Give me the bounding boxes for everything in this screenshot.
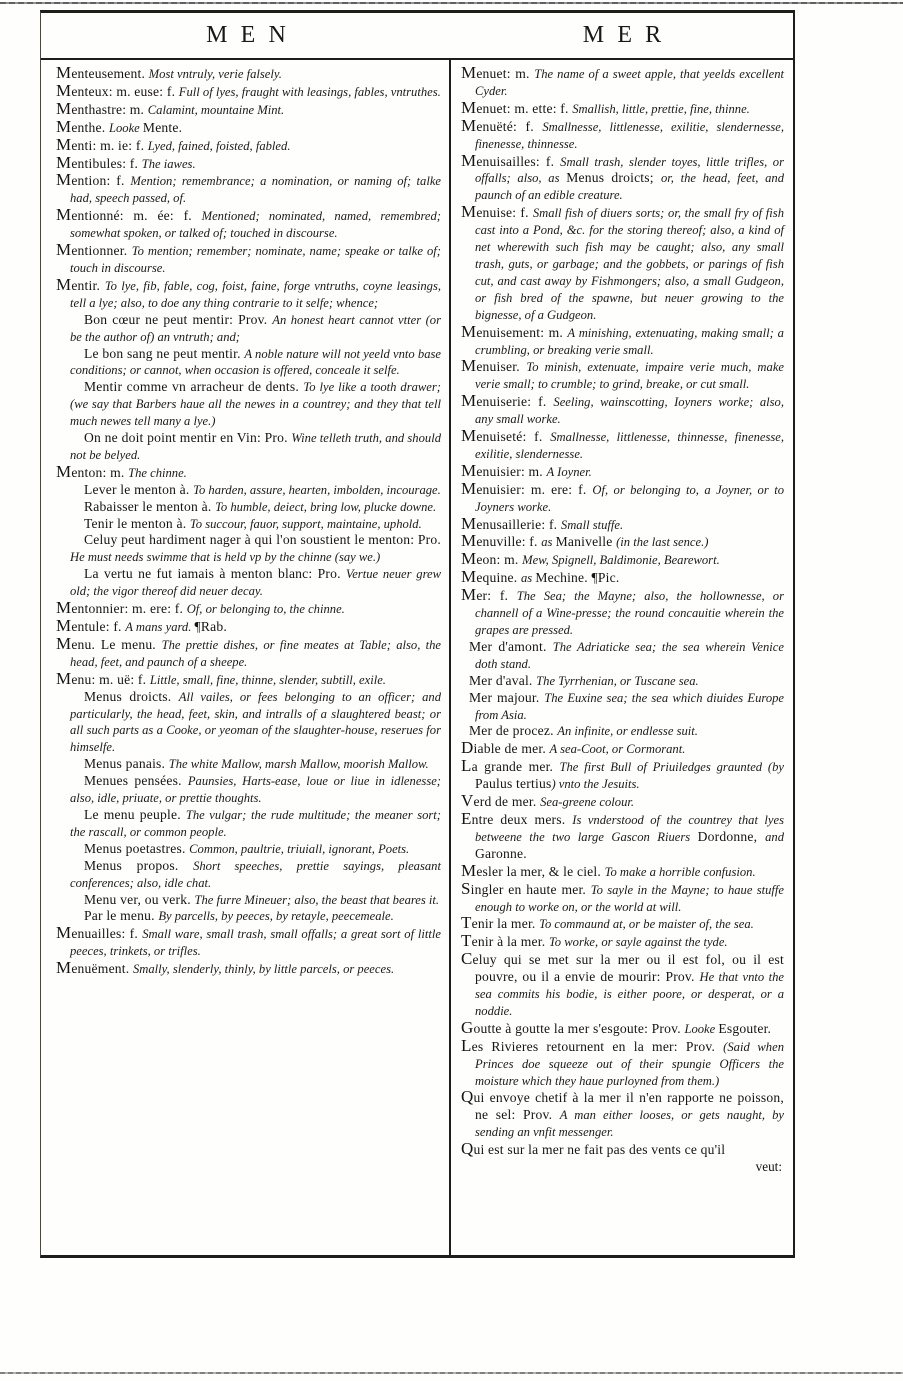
gloss-text: Small ware, small trash, small offalls; a great sort of little peeces, trinkets, or trifles. bbox=[70, 927, 441, 959]
gloss-text: Lyed, fained, foisted, fabled. bbox=[147, 138, 291, 153]
lemma-text: Menti: m. ie: f. bbox=[56, 134, 148, 154]
gloss-text: Looke bbox=[108, 120, 143, 135]
running-head-left: MEN bbox=[206, 22, 300, 48]
dictionary-entry bbox=[56, 841, 441, 858]
lemma-text: Menuailles: f. bbox=[56, 923, 143, 943]
gloss-text: Smallish, little, prettie, fine, thinne. bbox=[572, 101, 750, 116]
dictionary-entry bbox=[461, 1089, 784, 1141]
gloss-text: Smallnesse, littlenesse, exilitie, slendernesse, finenesse, thinnesse. bbox=[475, 119, 785, 151]
lemma-text: Paulus tertius bbox=[475, 776, 552, 792]
gloss-text: Is vnderstood of the countrey that lyes betweene the two large Gascon Riuers bbox=[475, 812, 784, 844]
gloss-text: Most vntruly, verie falsely. bbox=[148, 67, 282, 81]
lemma-text: Menu ver, ou verk. bbox=[84, 891, 195, 907]
dictionary-entry bbox=[461, 690, 784, 724]
dictionary-entry bbox=[56, 430, 441, 464]
lemma-text: Menus panais. bbox=[84, 756, 169, 772]
lemma-text: Entre deux mers. bbox=[461, 808, 573, 828]
gloss-text: To humble, deiect, bring low, plucke downe. bbox=[215, 499, 437, 514]
gloss-text: Small fish of diuers sorts; or, the small fry of fish cast into a Pond, &c. for the storing thereof; also, a kind of net wherewith such fish may be caught; also, any small trash, guts, or garbage; and the gobbets, or parings of fish cut, and cast away by Fishmongers; also, a small Gudgeon, or fish bred of the spawne, but neuer growing to the bignesse, of a Gudgeon. bbox=[475, 206, 784, 322]
lemma-text: Goutte à goutte la mer s'esgoute: Prov. bbox=[461, 1017, 685, 1037]
lemma-text: Mentir comme vn arracheur de dents. bbox=[84, 379, 304, 395]
dictionary-entry bbox=[56, 65, 441, 83]
column-right-entries bbox=[451, 60, 793, 1257]
running-head-right: MER bbox=[582, 22, 675, 48]
dictionary-entry bbox=[461, 513, 784, 534]
gloss-text: To minish, extenuate, impaire verie much, make verie small; to crumble; to grind, breake, or cut small. bbox=[475, 360, 785, 392]
lemma-text: La grande mer. bbox=[461, 756, 560, 776]
gloss-text: A man either looses, or gets naught, by sending an vnfit messenger. bbox=[475, 1108, 784, 1140]
lemma-text: Menuisier: m. bbox=[461, 460, 547, 480]
lemma-text: Mesler la mer, & le ciel. bbox=[461, 860, 605, 880]
gloss-text: To harden, assure, hearten, imbolden, incourage. bbox=[193, 482, 441, 497]
lemma-text: Singler en haute mer. bbox=[461, 878, 591, 898]
gloss-text: A Ioyner. bbox=[546, 464, 592, 479]
dictionary-entry bbox=[461, 204, 784, 323]
dictionary-entry bbox=[461, 150, 785, 205]
gloss-text: To sayle in the Mayne; to haue stuffe enough to worke on, or the world at will. bbox=[475, 882, 784, 914]
gloss-text: To commaund at, or be maister of, the sea. bbox=[539, 917, 754, 932]
gloss-text: The prettie dishes, or fine meates at Table; also, the head, feet, and paunch of a sheepe. bbox=[70, 637, 441, 669]
gloss-text: The vulgar; the rude multitude; the meaner sort; the rascall, or common people. bbox=[70, 807, 441, 839]
gloss-text: The Euxine sea; the sea which diuides Europe from Asia. bbox=[475, 690, 785, 722]
lemma-text: Menuiseté: f. bbox=[461, 426, 551, 446]
dictionary-entry bbox=[56, 600, 441, 618]
dictionary-entry bbox=[56, 172, 441, 207]
lemma-text: Menus poetastres. bbox=[84, 840, 190, 856]
lemma-text: Par le menu. bbox=[84, 908, 159, 924]
gloss-text: Mentioned; nominated, named, remembred; somewhat spoken, or talked of; touched in discourse. bbox=[70, 209, 441, 241]
lemma-text: Mer majour. bbox=[469, 689, 545, 705]
gloss-text: A noble nature will not yeeld vnto base conditions; or cannot, when occasion is offered, conceale it selfe. bbox=[70, 346, 441, 378]
dictionary-entry bbox=[56, 152, 441, 173]
gloss-text: Smallnesse, littlenesse, thinnesse, finenesse, exilitie, slendernesse. bbox=[475, 430, 784, 461]
dictionary-entry bbox=[56, 618, 441, 636]
lemma-text: Menuëment. bbox=[56, 958, 133, 978]
lemma-text: Lever le menton à. bbox=[84, 481, 194, 497]
lemma-text: Menuëté: f. bbox=[461, 115, 543, 135]
gloss-text: An honest heart cannot vtter (or be the author of) an vntruth; and; bbox=[70, 312, 441, 344]
gloss-text: The iawes. bbox=[141, 156, 196, 171]
dictionary-entry bbox=[461, 951, 784, 1020]
lemma-text: Les Rivieres retournent en la mer: Prov. bbox=[461, 1035, 724, 1055]
dictionary-entry bbox=[461, 587, 784, 639]
gloss-text: All vailes, or fees belonging to an officer; and particularly, the head, feet, skin, and intralls of a slaughtered beast; or all such parts as a Cooke, or yeoman of the slaughter-house, reserues for himselfe. bbox=[70, 689, 441, 755]
gloss-text: Of, or belonging to, a Joyner, or to Joyners worke. bbox=[475, 482, 784, 514]
dictionary-entry bbox=[461, 65, 784, 100]
dictionary-entry bbox=[461, 478, 784, 516]
running-head bbox=[41, 13, 793, 60]
lemma-text: Manivelle bbox=[555, 534, 617, 550]
lemma-text: Menus droicts; bbox=[566, 170, 661, 186]
gloss-text: To lye, fib, fable, cog, foist, faine, forge vntruths, coyne leasings, tell a lye; also, to doe any thing contrarie to it selfe; whence; bbox=[70, 278, 442, 310]
lemma-text: Mer de procez. bbox=[469, 723, 558, 739]
catchword: veut: bbox=[755, 1159, 782, 1175]
dictionary-entry bbox=[461, 1017, 784, 1038]
dictionary-entry bbox=[461, 569, 784, 587]
dictionary-entry bbox=[461, 915, 784, 933]
gloss-text: Mention; remembrance; a nomination, or naming of; talke had, speech passed, of. bbox=[70, 174, 441, 206]
lemma-text: Menus propos. bbox=[84, 857, 194, 873]
lemma-text: Rabaisser le menton à. bbox=[84, 498, 216, 514]
dictionary-entry bbox=[461, 428, 784, 463]
gloss-text: To worke, or sayle against the tyde. bbox=[548, 935, 728, 950]
gloss-text: To mention; remember; nominate, name; speake or talke of; touch in discourse. bbox=[70, 244, 441, 275]
dictionary-entry bbox=[56, 116, 441, 137]
dictionary-entry bbox=[56, 773, 441, 807]
gloss-text: The white Mallow, marsh Mallow, moorish Mallow. bbox=[168, 757, 429, 772]
lemma-text: Mente. bbox=[142, 119, 183, 135]
lemma-text: Qui est sur la mer ne fait pas des vents ce qu'il bbox=[461, 1139, 726, 1159]
dictionary-entry bbox=[461, 1035, 784, 1090]
lemma-text: Mer d'aval. bbox=[469, 672, 537, 688]
lemma-text: Menuisailles: f. bbox=[461, 150, 561, 170]
lemma-text: Mention: f. bbox=[56, 170, 131, 190]
dictionary-entry bbox=[56, 80, 441, 101]
gloss-text: The name of a sweet apple, that yeelds excellent Cyder. bbox=[475, 67, 785, 98]
lemma-text: Menuisement: m. bbox=[461, 321, 568, 341]
dictionary-entry bbox=[461, 878, 784, 916]
lemma-text: Le bon sang ne peut mentir. bbox=[84, 345, 245, 361]
dictionary-entry bbox=[56, 892, 441, 909]
dictionary-entry bbox=[461, 639, 784, 673]
gloss-text: Full of lyes, fraught with leasings, fables, vntruthes. bbox=[178, 84, 441, 99]
gloss-text: The Sea; the Mayne; also, the hollownesse, or channell of a Wine-presse; the round concauitie wherein the grapes are pressed. bbox=[475, 589, 784, 637]
dictionary-page bbox=[40, 10, 795, 1258]
gloss-text: Common, paultrie, triuiall, ignorant, Poets. bbox=[189, 841, 410, 856]
gloss-text: Seeling, wainscotting, Ioyners worke; also, any small worke. bbox=[475, 395, 784, 427]
lemma-text: Menues pensées. bbox=[84, 773, 188, 789]
dictionary-entry bbox=[56, 482, 441, 499]
lemma-text: Menuet: m. bbox=[461, 63, 535, 82]
gloss-text: ) vnto the Jesuits. bbox=[551, 777, 640, 792]
gloss-text: Mew, Spignell, Baldimonie, Bearewort. bbox=[522, 553, 720, 568]
dictionary-entry bbox=[56, 532, 441, 566]
page-body bbox=[41, 60, 793, 1257]
gloss-text: (Said when Princes doe squeeze out of their spungie Officers the moisture which they haue purloyned from them.) bbox=[475, 1039, 784, 1088]
lemma-text: Celuy qui se met sur la mer ou il est fol, ou il est pouvre, ou il a envie de mourir: Prov. bbox=[461, 949, 784, 985]
gloss-text: To lye like a tooth drawer; (we say that Barbers haue all the newes in a countrey; and they that tell much newes tell many a lye.) bbox=[70, 380, 441, 429]
lemma-text: Menusaillerie: f. bbox=[461, 513, 561, 533]
lemma-text: Menuisier: m. ere: f. bbox=[461, 478, 593, 498]
lemma-text: Mer d'amont. bbox=[469, 638, 553, 654]
dictionary-entry bbox=[56, 134, 441, 155]
lemma-text: Menthastre: m. bbox=[56, 98, 148, 118]
dictionary-entry bbox=[461, 723, 784, 740]
dictionary-entry bbox=[56, 633, 441, 671]
gloss-text: A mans yard. bbox=[125, 620, 195, 634]
scan-bottom-edge bbox=[0, 1372, 903, 1374]
dictionary-entry bbox=[461, 860, 784, 881]
dictionary-entry bbox=[461, 933, 784, 951]
gloss-text: Small trash, slender toyes, little trifles, or offalls; also, as bbox=[475, 154, 784, 186]
gloss-text: Wine telleth truth, and should not be belyed. bbox=[70, 431, 441, 462]
lemma-text: Menteux: m. euse: f. bbox=[56, 80, 179, 100]
lemma-text: Mentir. bbox=[56, 274, 105, 294]
dictionary-entry bbox=[56, 207, 441, 242]
lemma-text: Mentionné: m. ée: f. bbox=[56, 205, 202, 225]
dictionary-entry bbox=[56, 274, 442, 312]
lemma-text: Mechine. ¶Pic. bbox=[535, 570, 620, 586]
gloss-text: The Adriaticke sea; the sea wherein Venice doth stand. bbox=[475, 639, 784, 671]
dictionary-entry bbox=[56, 858, 441, 892]
dictionary-entry bbox=[461, 533, 784, 551]
lemma-text: Mequine. bbox=[461, 567, 521, 587]
dictionary-entry bbox=[461, 673, 784, 690]
dictionary-entry bbox=[56, 516, 441, 533]
gloss-text: A minishing, extenuating, making small; a crumbling, or breaking verie small. bbox=[475, 325, 784, 357]
gloss-text: An infinite, or endlesse suit. bbox=[557, 724, 698, 739]
gloss-text: as bbox=[520, 571, 536, 586]
dictionary-entry bbox=[56, 98, 441, 119]
lemma-text: Esgouter. bbox=[718, 1020, 772, 1036]
dictionary-entry bbox=[461, 97, 784, 118]
dictionary-entry bbox=[56, 908, 441, 925]
dictionary-entry bbox=[56, 960, 441, 978]
dictionary-entry bbox=[56, 925, 441, 960]
lemma-text: ¶Rab. bbox=[194, 619, 227, 634]
dictionary-entry bbox=[56, 346, 441, 380]
lemma-text: Le menu peuple. bbox=[84, 806, 186, 822]
lemma-text: Dordonne, bbox=[697, 828, 766, 844]
lemma-text: Menuiser. bbox=[461, 356, 527, 376]
gloss-text: Short speeches, prettie sayings, pleasant conferences; also, idle chat. bbox=[70, 858, 441, 890]
gloss-text: He that vnto the sea commits his bodie, is either poore, or desperat, or a noddie. bbox=[475, 970, 784, 1018]
lemma-text: Mentule: f. bbox=[56, 616, 126, 635]
lemma-text: Menuiserie: f. bbox=[461, 391, 554, 411]
lemma-text: Diable de mer. bbox=[461, 738, 550, 758]
gloss-text: He must needs swimme that is held vp by the chinne (say we.) bbox=[70, 550, 381, 565]
gloss-text: Little, small, fine, thinne, slender, subtill, exile. bbox=[149, 672, 386, 687]
gloss-text: A sea-Coot, or Cormorant. bbox=[549, 742, 686, 757]
dictionary-entry bbox=[461, 758, 784, 793]
lemma-text: Menuet: m. ette: f. bbox=[461, 97, 573, 117]
dictionary-entry bbox=[56, 242, 441, 277]
dictionary-entry bbox=[56, 668, 441, 689]
dictionary-entry bbox=[56, 756, 441, 773]
dictionary-entry bbox=[461, 321, 784, 359]
dictionary-entry bbox=[56, 379, 441, 430]
dictionary-entry bbox=[56, 689, 441, 757]
dictionary-entry bbox=[461, 358, 784, 393]
lemma-text: Celuy peut hardiment nager à qui l'on soustient le menton: Pro. bbox=[84, 532, 441, 548]
lemma-text: Mentibules: f. bbox=[56, 152, 142, 172]
lemma-text: Mentionner. bbox=[56, 240, 132, 260]
gloss-text: or, the head, feet, and paunch of an edible creature. bbox=[475, 171, 785, 203]
dictionary-entry bbox=[461, 115, 785, 153]
gloss-text: To make a horrible confusion. bbox=[604, 864, 756, 879]
lemma-text: Menuise: f. bbox=[461, 202, 533, 222]
lemma-text: Menthe. bbox=[56, 116, 109, 136]
lemma-text: Menuville: f. bbox=[461, 531, 542, 551]
lemma-text: Bon cœur ne peut mentir: Prov. bbox=[84, 311, 273, 327]
dictionary-entry bbox=[461, 793, 784, 811]
lemma-text: Menu. Le menu. bbox=[56, 633, 162, 653]
lemma-text: Tenir la mer. bbox=[461, 913, 540, 933]
lemma-text: Tenir le menton à. bbox=[84, 515, 190, 531]
lemma-text: On ne doit point mentir en Vin: Pro. bbox=[84, 430, 292, 446]
gloss-text: The Tyrrhenian, or Tuscane sea. bbox=[536, 673, 699, 688]
gloss-text: Paunsies, Harts-ease, loue or liue in idlenesse; also, idle, priuate, or prettie thoughts. bbox=[70, 774, 441, 806]
lemma-text: Verd de mer. bbox=[461, 791, 541, 811]
dictionary-entry bbox=[461, 393, 784, 428]
dictionary-entry bbox=[461, 551, 784, 569]
dictionary-entry bbox=[56, 461, 441, 482]
gloss-text: To succour, fauor, support, maintaine, uphold. bbox=[189, 516, 422, 531]
dictionary-entry bbox=[461, 808, 784, 863]
gloss-text: Calamint, mountaine Mint. bbox=[147, 102, 285, 117]
lemma-text: Menu: m. uë: f. bbox=[56, 668, 150, 688]
gloss-text: By parcells, by peeces, by retayle, peecemeale. bbox=[158, 909, 394, 924]
lemma-text: Qui envoye chetif à la mer il n'en rapporte ne poisson, ne sel: Prov. bbox=[461, 1087, 784, 1123]
scan-top-edge bbox=[0, 2, 903, 4]
gloss-text: as bbox=[541, 535, 556, 550]
lemma-text: Meon: m. bbox=[461, 549, 523, 569]
dictionary-entry bbox=[461, 460, 784, 481]
gloss-text: The furre Mineuer; also, the beast that beares it. bbox=[194, 892, 440, 907]
lemma-text: Menus droicts. bbox=[84, 688, 179, 704]
gloss-text: and bbox=[765, 829, 784, 844]
dictionary-entry bbox=[461, 740, 784, 758]
gloss-text: Small stuffe. bbox=[560, 517, 624, 532]
lemma-text: Mentonnier: m. ere: f. bbox=[56, 598, 187, 618]
gloss-text: Looke bbox=[684, 1021, 719, 1036]
gloss-text: The chinne. bbox=[128, 465, 187, 480]
dictionary-entry bbox=[56, 312, 441, 346]
lemma-text: Menteusement. bbox=[56, 63, 149, 82]
dictionary-entry bbox=[56, 499, 441, 516]
dictionary-entry bbox=[461, 1141, 784, 1159]
lemma-text: Menton: m. bbox=[56, 461, 129, 481]
lemma-text: Garonne. bbox=[475, 845, 527, 861]
lemma-text: La vertu ne fut iamais à menton blanc: Pro. bbox=[84, 566, 346, 582]
lemma-text: Tenir à la mer. bbox=[461, 931, 549, 951]
gloss-text: (in the last sence.) bbox=[616, 535, 709, 550]
column-left-entries bbox=[41, 60, 451, 1257]
dictionary-entry bbox=[56, 566, 441, 600]
gloss-text: Smally, slenderly, thinly, by little parcels, or peeces. bbox=[132, 962, 395, 977]
gloss-text: The first Bull of Priuiledges graunted (by bbox=[559, 760, 785, 775]
lemma-text: Mer: f. bbox=[461, 585, 517, 605]
gloss-text: Of, or belonging to, the chinne. bbox=[186, 602, 345, 617]
gloss-text: Sea-greene colour. bbox=[540, 795, 635, 810]
dictionary-entry bbox=[56, 807, 441, 841]
gloss-text: Vertue neuer grew old; the vigor thereof did neuer decay. bbox=[70, 567, 441, 599]
